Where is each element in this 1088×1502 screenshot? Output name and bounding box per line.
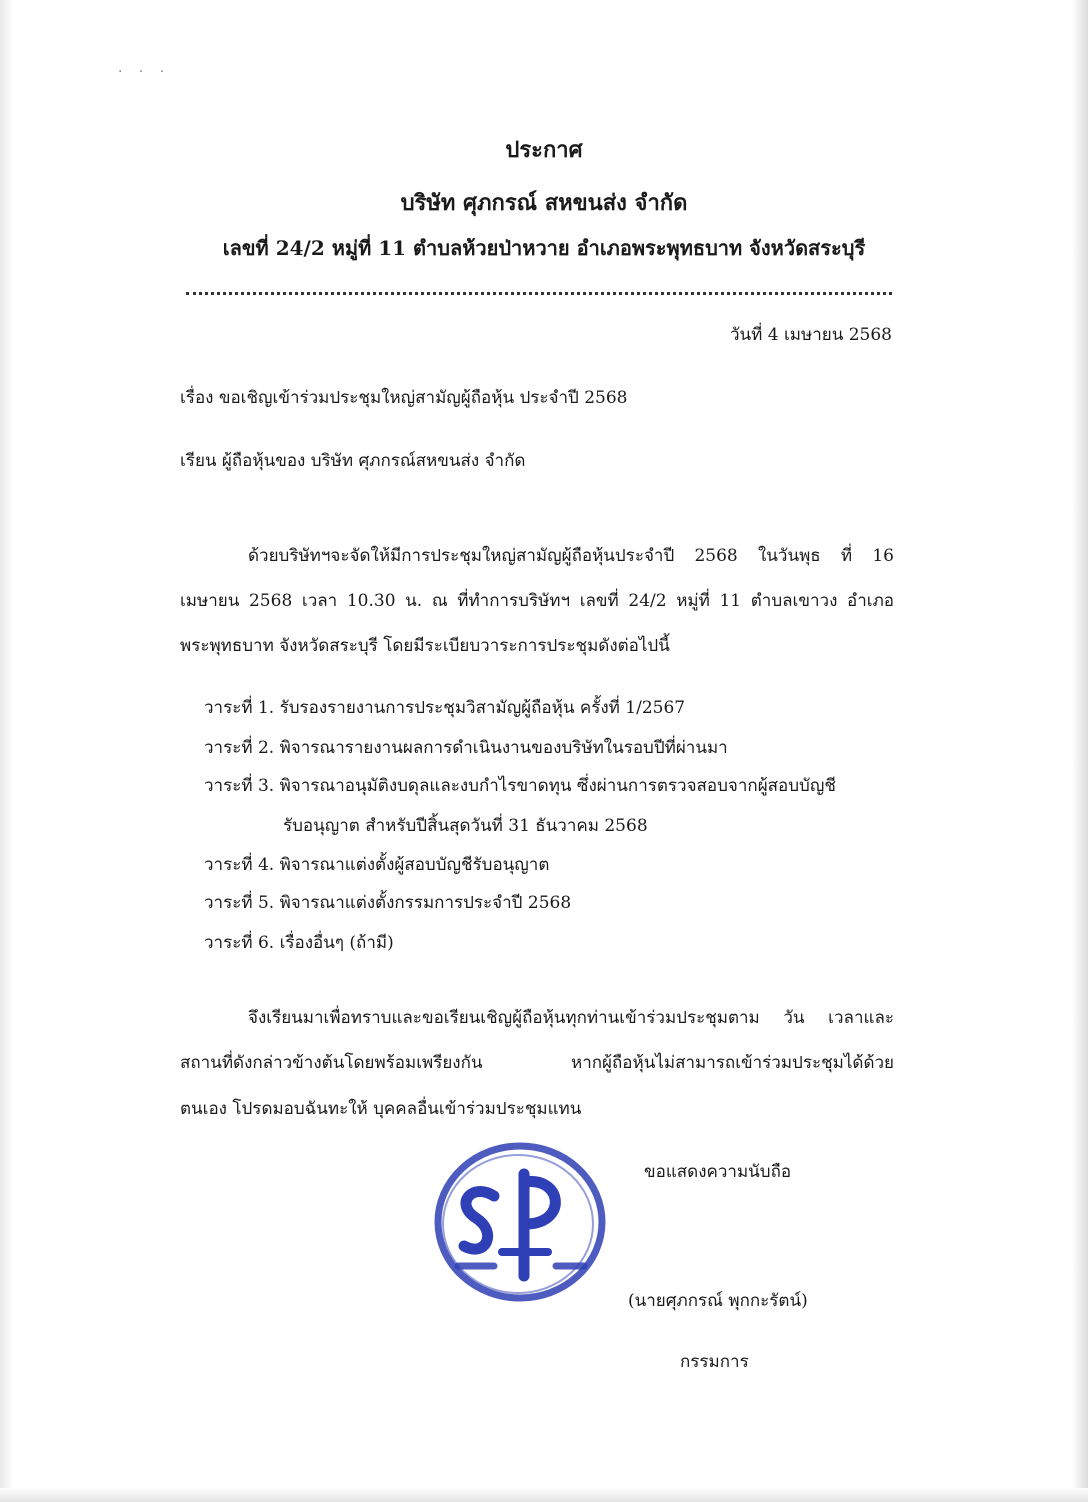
closing-line-2: สถานที่ดังกล่าวข้างต้นโดยพร้อมเพรียงกัน หากผู้ถือหุ้นไม่สามารถเข้าร่วมประชุมได้ด้วย: [180, 1053, 894, 1073]
agenda-item-4: วาระที่ 4. พิจารณาแต่งตั้งผู้สอบบัญชีรับอนุญาต: [204, 855, 550, 875]
page-shadow-bottom: [0, 1488, 1088, 1502]
agenda-item-2: วาระที่ 2. พิจารณารายงานผลการดำเนินงานของบริษัทในรอบปีที่ผ่านมา: [204, 738, 728, 758]
company-seal: [428, 1138, 608, 1308]
recipient-line: เรียน ผู้ถือหุ้นของ บริษัท ศุภกรณ์สหขนส่ง จำกัด: [180, 451, 526, 471]
closing-line-1: จึงเรียนมาเพื่อทราบและขอเรียนเชิญผู้ถือหุ้นทุกท่านเข้าร่วมประชุมตาม วัน เวลาและ: [248, 1008, 894, 1028]
agenda-item-6: วาระที่ 6. เรื่องอื่นๆ (ถ้ามี): [204, 933, 394, 953]
body-line-2: เมษายน 2568 เวลา 10.30 น. ณ ที่ทำการบริษัทฯ เลขที่ 24/2 หมู่ที่ 11 ตำบลเขาวง อำเภอ: [180, 591, 894, 611]
closing-line-3: ตนเอง โปรดมอบฉันทะให้ บุคคลอื่นเข้าร่วมประชุมแทน: [180, 1099, 582, 1119]
signature-name: (นายศุภกรณ์ พุกกะรัตน์): [628, 1291, 808, 1311]
page-shadow-left: [0, 0, 14, 1502]
scan-specks: · · ·: [118, 64, 171, 80]
subject-line: เรื่อง ขอเชิญเข้าร่วมประชุมใหญ่สามัญผู้ถือหุ้น ประจำปี 2568: [180, 388, 628, 408]
company-address: เลขที่ 24/2 หมู่ที่ 11 ตำบลห้วยป่าหวาย อำเภอพระพุทธบาท จังหวัดสระบุรี: [222, 236, 866, 260]
dotted-divider: [186, 292, 892, 295]
agenda-item-5: วาระที่ 5. พิจารณาแต่งตั้งกรรมการประจำปี 2568: [204, 893, 572, 913]
agenda-item-3: วาระที่ 3. พิจารณาอนุมัติงบดุลและงบกำไรขาดทุน ซึ่งผ่านการตรวจสอบจากผู้สอบบัญชี: [204, 776, 836, 796]
signature-position: กรรมการ: [680, 1352, 749, 1372]
signature-regards: ขอแสดงความนับถือ: [644, 1162, 792, 1182]
agenda-item-3-continued: รับอนุญาต สำหรับปีสิ้นสุดวันที่ 31 ธันวาคม 2568: [283, 816, 648, 836]
page-shadow-right: [1072, 0, 1088, 1502]
document-title: ประกาศ: [505, 137, 583, 163]
body-line-1: ด้วยบริษัทฯจะจัดให้มีการประชุมใหญ่สามัญผู้ถือหุ้นประจำปี 2568 ในวันพุธ ที่ 16: [248, 546, 894, 566]
document-date: วันที่ 4 เมษายน 2568: [729, 325, 892, 345]
body-line-3: พระพุทธบาท จังหวัดสระบุรี โดยมีระเบียบวาระการประชุมดังต่อไปนี้: [180, 636, 670, 656]
company-name: บริษัท ศุภกรณ์ สหขนส่ง จำกัด: [400, 190, 688, 216]
agenda-item-1: วาระที่ 1. รับรองรายงานการประชุมวิสามัญผู้ถือหุ้น ครั้งที่ 1/2567: [204, 698, 686, 718]
